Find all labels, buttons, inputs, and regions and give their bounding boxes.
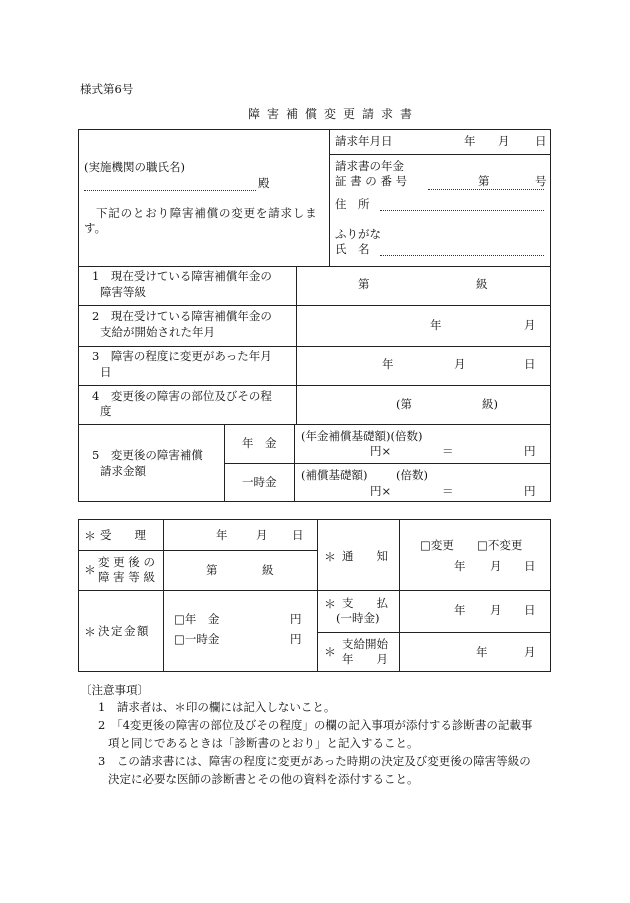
star-icon: ＊ <box>324 550 337 564</box>
notes-heading: 〔注意事項〕 <box>80 683 149 697</box>
dono-text: 殿 <box>258 176 270 190</box>
shiharai-hi: 日 <box>524 603 536 617</box>
item1-label-2: 障害等級 <box>100 285 146 299</box>
nenkin-en: 円 <box>524 444 536 458</box>
cert-number-field[interactable] <box>428 189 544 190</box>
ichiji-en: 円 <box>524 484 536 498</box>
item5-ichijikin: 一時金 <box>242 475 277 489</box>
tsuchi-hi: 日 <box>524 559 536 573</box>
henko-checkbox[interactable]: □変更 <box>420 538 454 552</box>
star-icon: ＊ <box>324 597 337 611</box>
kaishi-label-2: 年 月 <box>342 652 388 666</box>
item3-nen: 年 <box>382 357 394 371</box>
item2-tsuki: 月 <box>524 318 536 332</box>
shiharai-label-2: (一時金) <box>336 611 380 625</box>
tsuchi-nen: 年 <box>454 559 466 573</box>
item3-tsuki: 月 <box>454 357 466 371</box>
item1-dai: 第 <box>358 277 370 291</box>
request-text-line2: す。 <box>84 221 107 235</box>
juri-nen: 年 <box>216 528 228 542</box>
item4-open: (第 <box>396 397 412 411</box>
shiharai-nen: 年 <box>454 603 466 617</box>
kettei-ichiji-en: 円 <box>290 632 302 646</box>
date-day: 日 <box>535 134 547 148</box>
addressee-field[interactable] <box>84 190 256 191</box>
item1-kyu: 級 <box>476 277 488 291</box>
ichiji-equals: ＝ <box>442 484 454 498</box>
name-label: 氏 名 <box>335 242 370 256</box>
address-field[interactable] <box>380 210 544 211</box>
shiharai-tsuki: 月 <box>490 603 502 617</box>
item5-label-2: 請求金額 <box>100 464 146 478</box>
kettei-nenkin-en: 円 <box>290 612 302 626</box>
name-field[interactable] <box>380 255 544 256</box>
shiharai-label-1: 支 払 <box>342 596 388 610</box>
nenkin-equals: ＝ <box>442 444 454 458</box>
note-1: 1 請求者は、＊印の欄には記入しないこと。 <box>98 700 336 714</box>
note-3-line1: 3 この請求書には、障害の程度に変更があった時期の決定及び変更後の障害等級の <box>98 754 531 768</box>
star-icon: ＊ <box>84 625 97 639</box>
juri-label: 受 理 <box>100 528 146 542</box>
item3-label-2: 日 <box>100 365 112 379</box>
request-text-line1: 下記のとおり障害補償の変更を請求しま <box>96 206 318 220</box>
nenkin-detail: (年金補償基礎額)(倍数) <box>301 429 423 443</box>
cert-dai: 第 <box>478 174 490 188</box>
juri-hi: 日 <box>292 528 304 542</box>
furigana-label: ふりがな <box>335 227 381 241</box>
henko-label-1: 変 更 後 の <box>98 555 155 569</box>
item2-label: 2 現在受けている障害補償年金の <box>92 309 272 323</box>
item4-close: 級) <box>482 397 498 411</box>
ichiji-en-times: 円× <box>370 484 392 498</box>
cert-label-2: 証 書 の 番 号 <box>335 174 408 188</box>
tsuchi-tsuki: 月 <box>490 559 502 573</box>
ichiji-detail-b: (倍数) <box>396 468 428 482</box>
cert-label-1: 請求書の年金 <box>335 159 404 173</box>
item3-hi: 日 <box>524 357 536 371</box>
item4-label-2: 度 <box>100 404 112 418</box>
cert-go: 号 <box>535 174 547 188</box>
form-number: 様式第6号 <box>80 82 134 96</box>
item2-label-2: 支給が開始された年月 <box>100 325 215 339</box>
note-3-line2: 決定に必要な医師の診断書とその他の資料を添付すること。 <box>108 772 419 786</box>
note-2-line2: 項と同じであるときは「診断書のとおり」と記入すること。 <box>108 736 419 750</box>
request-date-label: 請求年月日 <box>335 134 393 148</box>
date-year: 年 <box>464 134 476 148</box>
henko-kyu: 級 <box>262 563 274 577</box>
henko-dai: 第 <box>206 563 218 577</box>
item4-label: 4 変更後の障害の部位及びその程 <box>92 389 272 403</box>
address-label: 住 所 <box>335 197 370 211</box>
item1-label: 1 現在受けている障害補償年金の <box>92 269 272 283</box>
check-nenkin[interactable]: □年 金 <box>174 612 220 626</box>
kaishi-nen: 年 <box>476 645 488 659</box>
kaishi-tsuki: 月 <box>524 645 536 659</box>
star-icon: ＊ <box>324 645 337 659</box>
star-icon: ＊ <box>84 563 97 577</box>
date-month: 月 <box>498 134 510 148</box>
check-ichiji[interactable]: □一時金 <box>174 632 220 646</box>
note-2-line1: 2 「4変更後の障害の部位及びその程度」の欄の記入事項が添付する診断書の記載事 <box>98 718 533 732</box>
item5-label: 5 変更後の障害補償 <box>92 448 203 462</box>
henko-label-2: 障 害 等 級 <box>98 570 155 584</box>
item2-nen: 年 <box>430 318 442 332</box>
form-title: 障害補償変更請求書 <box>248 107 420 121</box>
juri-tsuki: 月 <box>256 528 268 542</box>
addressee-label: (実施機関の職氏名) <box>84 160 185 174</box>
nenkin-en-times: 円× <box>370 444 392 458</box>
ichiji-detail-a: (補償基礎額) <box>301 468 368 482</box>
item3-label: 3 障害の程度に変更があった年月 <box>92 349 272 363</box>
fuhenko-checkbox[interactable]: □不変更 <box>477 538 523 552</box>
star-icon: ＊ <box>84 529 97 543</box>
kaishi-label-1: 支給開始 <box>342 637 388 651</box>
item5-nenkin: 年 金 <box>242 436 277 450</box>
kettei-label: 決定金額 <box>98 624 150 638</box>
tsuchi-label: 通 知 <box>342 549 388 563</box>
